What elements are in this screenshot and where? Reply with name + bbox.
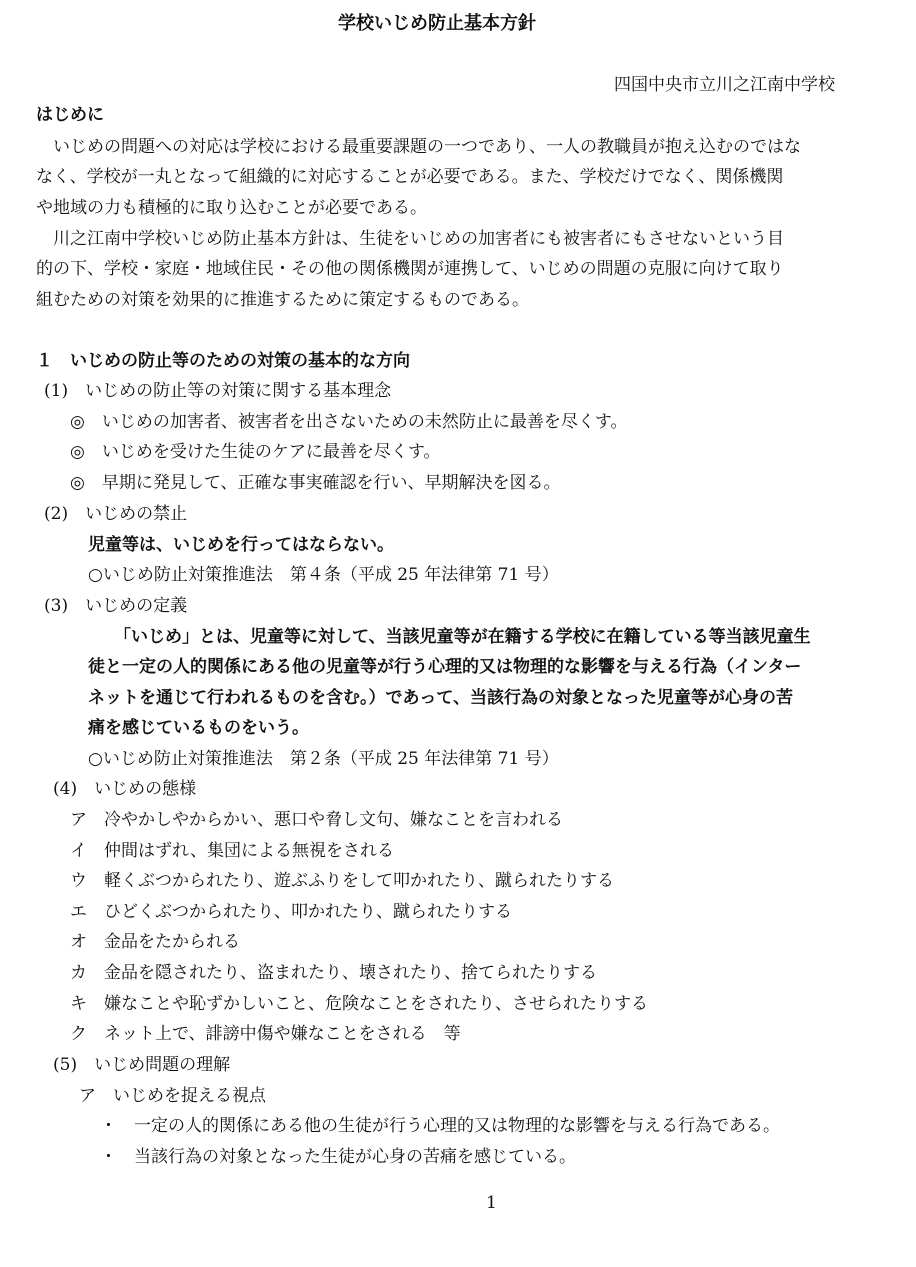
document-title: 学校いじめ防止基本方針	[338, 13, 536, 34]
viewpoint-bullet: ・ 一定の人的関係にある他の生徒が行う心理的又は物理的な影響を与える行為である。	[100, 1116, 780, 1136]
form-item: キ 嫌なことや恥ずかしいこと、危険なことをされたり、させられたりする	[70, 994, 648, 1014]
intro-line: いじめの問題への対応は学校における最重要課題の一つであり、一人の教職員が抱え込むのではな	[53, 137, 801, 157]
viewpoint-bullet: ・ 当該行為の対象となった生徒が心身の苦痛を感じている。	[100, 1147, 576, 1167]
form-item: エ ひどくぶつかられたり、叩かれたり、蹴られたりする	[70, 902, 512, 922]
intro-line: 的の下、学校・家庭・地域住民・その他の関係機関が連携して、いじめの問題の克服に向けて取り	[36, 259, 784, 279]
page-number: 1	[486, 1193, 497, 1213]
form-item: イ 仲間はずれ、集団による無視をされる	[70, 841, 395, 861]
intro-line: 組むための対策を効果的に推進するために策定するものである。	[36, 290, 529, 310]
section-1-heading: １ いじめの防止等のための対策の基本的な方向	[36, 351, 410, 371]
definition-line: 徒と一定の人的関係にある他の児童等が行う心理的又は物理的な影響を与える行為（インター	[88, 657, 802, 677]
law-citation: ○いじめ防止対策推進法 第２条（平成 25 年法律第 71 号）	[88, 749, 559, 769]
intro-line: 川之江南中学校いじめ防止基本方針は、生徒をいじめの加害者にも被害者にもさせないという目	[53, 229, 784, 249]
principle-item: ◎ 早期に発見して、正確な事実確認を行い、早期解決を図る。	[70, 473, 561, 493]
sub-item-heading: ア いじめを捉える視点	[79, 1086, 266, 1106]
subsection-heading: (4) いじめの態様	[53, 779, 197, 799]
subsection-heading: (5) いじめ問題の理解	[53, 1055, 231, 1075]
subsection-heading: (2) いじめの禁止	[44, 504, 188, 524]
subsection-heading: (3) いじめの定義	[44, 596, 188, 616]
intro-line: や地域の力も積極的に取り込むことが必要である。	[36, 198, 427, 218]
form-item: ウ 軽くぶつかられたり、遊ぶふりをして叩かれたり、蹴られたりする	[70, 871, 614, 891]
principle-item: ◎ いじめの加害者、被害者を出さないための未然防止に最善を尽くす。	[70, 412, 628, 432]
subsection-heading: (1) いじめの防止等の対策に関する基本理念	[44, 381, 392, 401]
principle-item: ◎ いじめを受けた生徒のケアに最善を尽くす。	[70, 442, 441, 462]
form-item: ク ネット上で、誹謗中傷や嫌なことをされる 等	[70, 1024, 461, 1044]
form-item: オ 金品をたかられる	[70, 932, 240, 952]
intro-heading: はじめに	[36, 105, 104, 125]
intro-line: なく、学校が一丸となって組織的に対応することが必要である。また、学校だけでなく、関係機関	[36, 167, 784, 187]
form-item: ア 冷やかしやからかい、悪口や脅し文句、嫌なことを言われる	[70, 810, 563, 830]
law-citation: ○いじめ防止対策推進法 第４条（平成 25 年法律第 71 号）	[88, 565, 559, 585]
definition-line: 「いじめ」とは、児童等に対して、当該児童等が在籍する学校に在籍している等当該児童生	[114, 627, 811, 647]
definition-line: ネットを通じて行われるものを含む。）であって、当該行為の対象となった児童等が心身の苦	[88, 688, 793, 708]
form-item: カ 金品を隠されたり、盗まれたり、壊されたり、捨てられたりする	[70, 963, 597, 983]
prohibition-text: 児童等は、いじめを行ってはならない。	[88, 535, 394, 555]
definition-line: 痛を感じているものをいう。	[88, 718, 309, 738]
school-name: 四国中央市立川之江南中学校	[614, 75, 835, 95]
